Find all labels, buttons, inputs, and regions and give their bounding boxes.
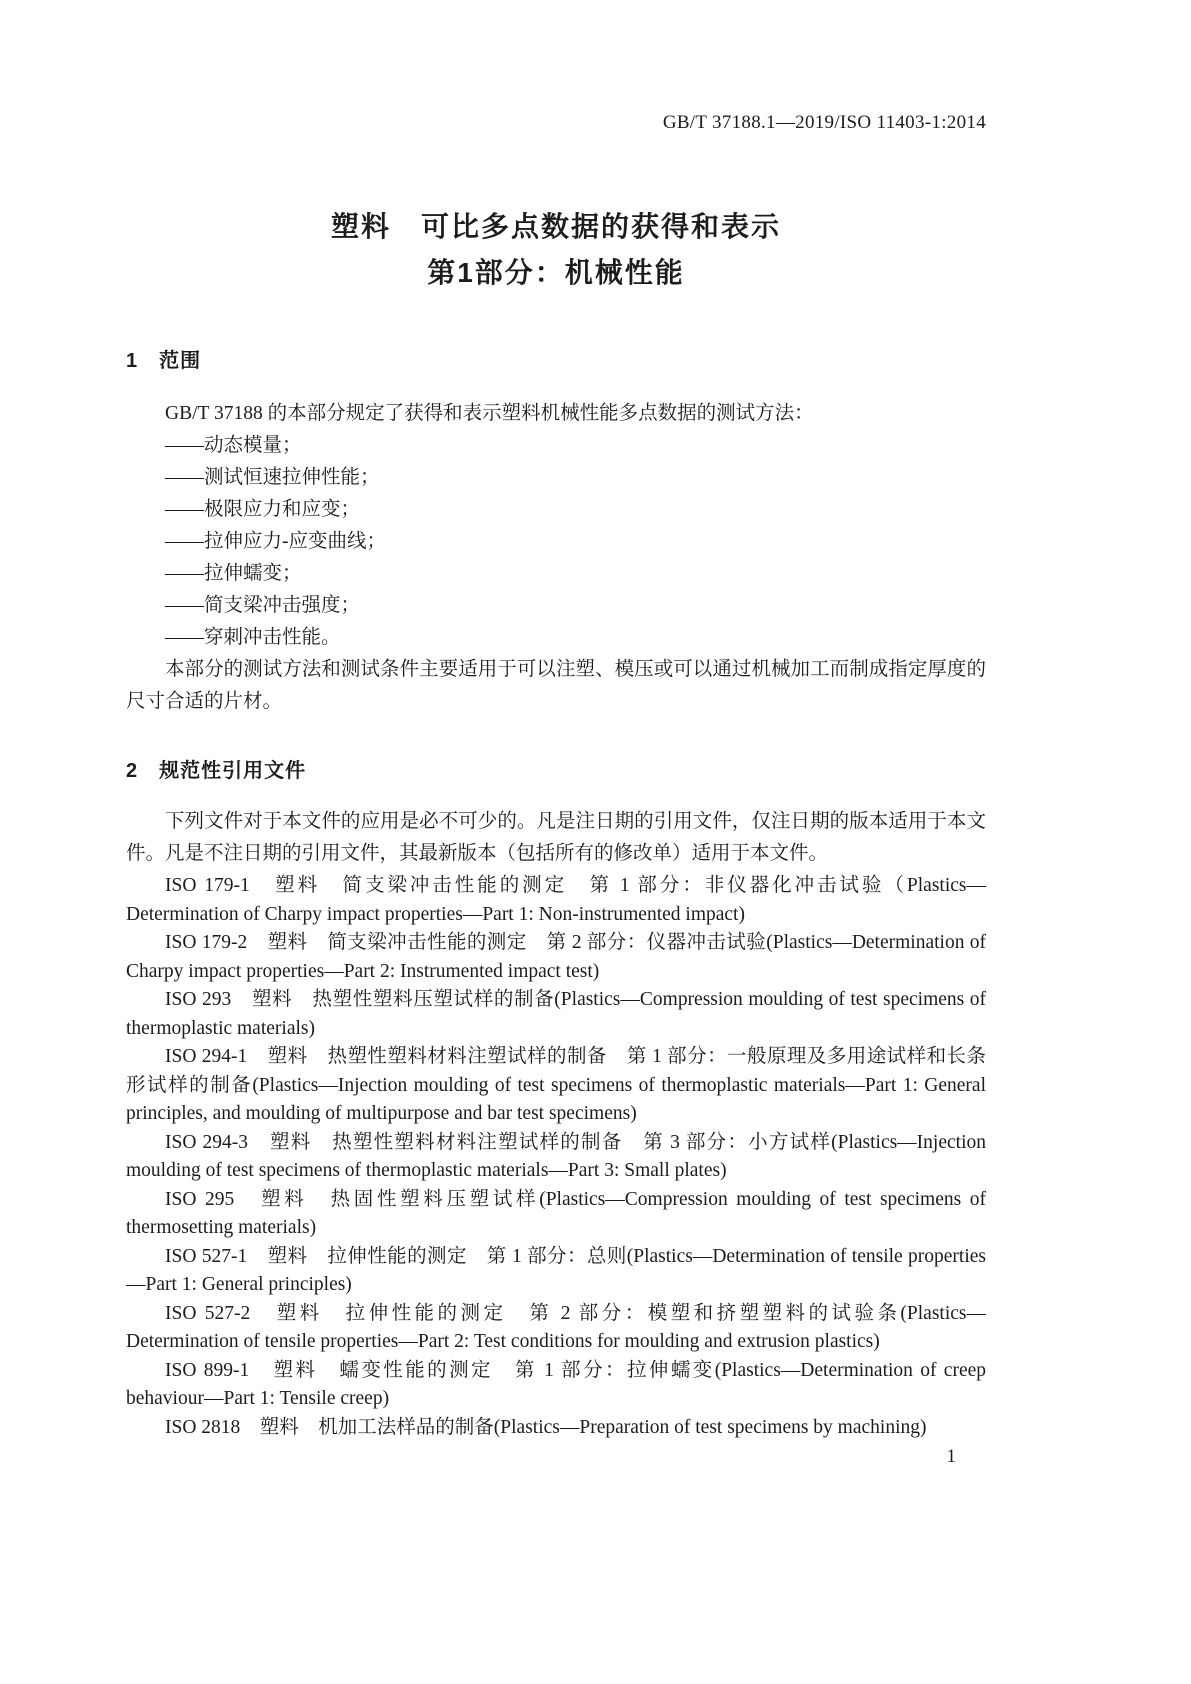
document-title-line2: 第1部分：机械性能 bbox=[427, 257, 685, 288]
standard-number: GB/T 37188.1—2019/ISO 11403-1:2014 bbox=[662, 112, 986, 133]
dash-item: ——动态模量； bbox=[165, 435, 302, 456]
page-number: 1 bbox=[946, 1446, 956, 1467]
reference-item: ISO 294-3 塑料 热塑性塑料材料注塑试样的制备 第 3 部分：小方试样(Plastics—Injection moulding of test specimens of thermoplastic materials—Part 3: Small plates) bbox=[126, 1131, 986, 1181]
scope-intro-paragraph: GB/T 37188 的本部分规定了获得和表示塑料机械性能多点数据的测试方法： bbox=[165, 403, 814, 424]
dash-item: ——穿刺冲击性能。 bbox=[165, 627, 341, 648]
reference-item: ISO 295 塑料 热固性塑料压塑试样(Plastics—Compression moulding of test specimens of thermosetting materials) bbox=[126, 1188, 986, 1238]
reference-item: ISO 899-1 塑料 蠕变性能的测定 第 1 部分：拉伸蠕变(Plastics—Determination of creep behaviour—Part 1: Tensile creep) bbox=[126, 1359, 986, 1409]
reference-item: ISO 293 塑料 热塑性塑料压塑试样的制备(Plastics—Compression moulding of test specimens of thermoplastic materials) bbox=[126, 989, 986, 1039]
reference-item: ISO 527-1 塑料 拉伸性能的测定 第 1 部分：总则(Plastics—Determination of tensile properties—Part 1: General principles) bbox=[126, 1245, 986, 1295]
scope-applicability-paragraph: 本部分的测试方法和测试条件主要适用于可以注塑、模压或可以通过机械加工而制成指定厚度的尺寸合适的片材。 bbox=[126, 659, 986, 712]
reference-item: ISO 2818 塑料 机加工法样品的制备(Plastics—Preparation of test specimens by machining) bbox=[165, 1416, 927, 1438]
document-title bbox=[126, 204, 986, 296]
section1-heading: 1 范围 bbox=[126, 350, 202, 372]
section2-heading: 2 规范性引用文件 bbox=[126, 760, 307, 782]
reference-item: ISO 179-2 塑料 简支梁冲击性能的测定 第 2 部分：仪器冲击试验(Plastics—Determination of Charpy impact properties—Part 2: Instrumented impact test) bbox=[126, 932, 986, 982]
dash-item: ——简支梁冲击强度； bbox=[165, 595, 361, 616]
references-intro-paragraph: 下列文件对于本文件的应用是必不可少的。凡是注日期的引用文件，仅注日期的版本适用于本文件。凡是不注日期的引用文件，其最新版本（包括所有的修改单）适用于本文件。 bbox=[126, 811, 986, 864]
reference-item: ISO 294-1 塑料 热塑性塑料材料注塑试样的制备 第 1 部分：一般原理及多用途试样和长条形试样的制备(Plastics—Injection moulding of test specimens of thermoplastic materials—Part 1: General principles, and moulding of multipurpose and bar test specimens) bbox=[126, 1046, 986, 1124]
reference-item: ISO 179-1 塑料 简支梁冲击性能的测定 第 1 部分：非仪器化冲击试验（Plastics—Determination of Charpy impact properties—Part 1: Non-instrumented impact) bbox=[126, 875, 986, 925]
dash-item: ——测试恒速拉伸性能； bbox=[165, 467, 380, 488]
scope-dash-list bbox=[126, 430, 986, 654]
dash-item: ——拉伸蠕变； bbox=[165, 563, 302, 584]
document-title-line1: 塑料 可比多点数据的获得和表示 bbox=[330, 211, 781, 242]
section-normative-references bbox=[126, 758, 986, 1442]
dash-item: ——极限应力和应变； bbox=[165, 499, 361, 520]
dash-item: ——拉伸应力-应变曲线； bbox=[165, 531, 386, 552]
reference-item: ISO 527-2 塑料 拉伸性能的测定 第 2 部分：模塑和挤塑塑料的试验条(Plastics—Determination of tensile properties—Part 2: Test conditions for moulding and extrusion plastics) bbox=[126, 1302, 986, 1352]
section-scope bbox=[126, 348, 986, 718]
